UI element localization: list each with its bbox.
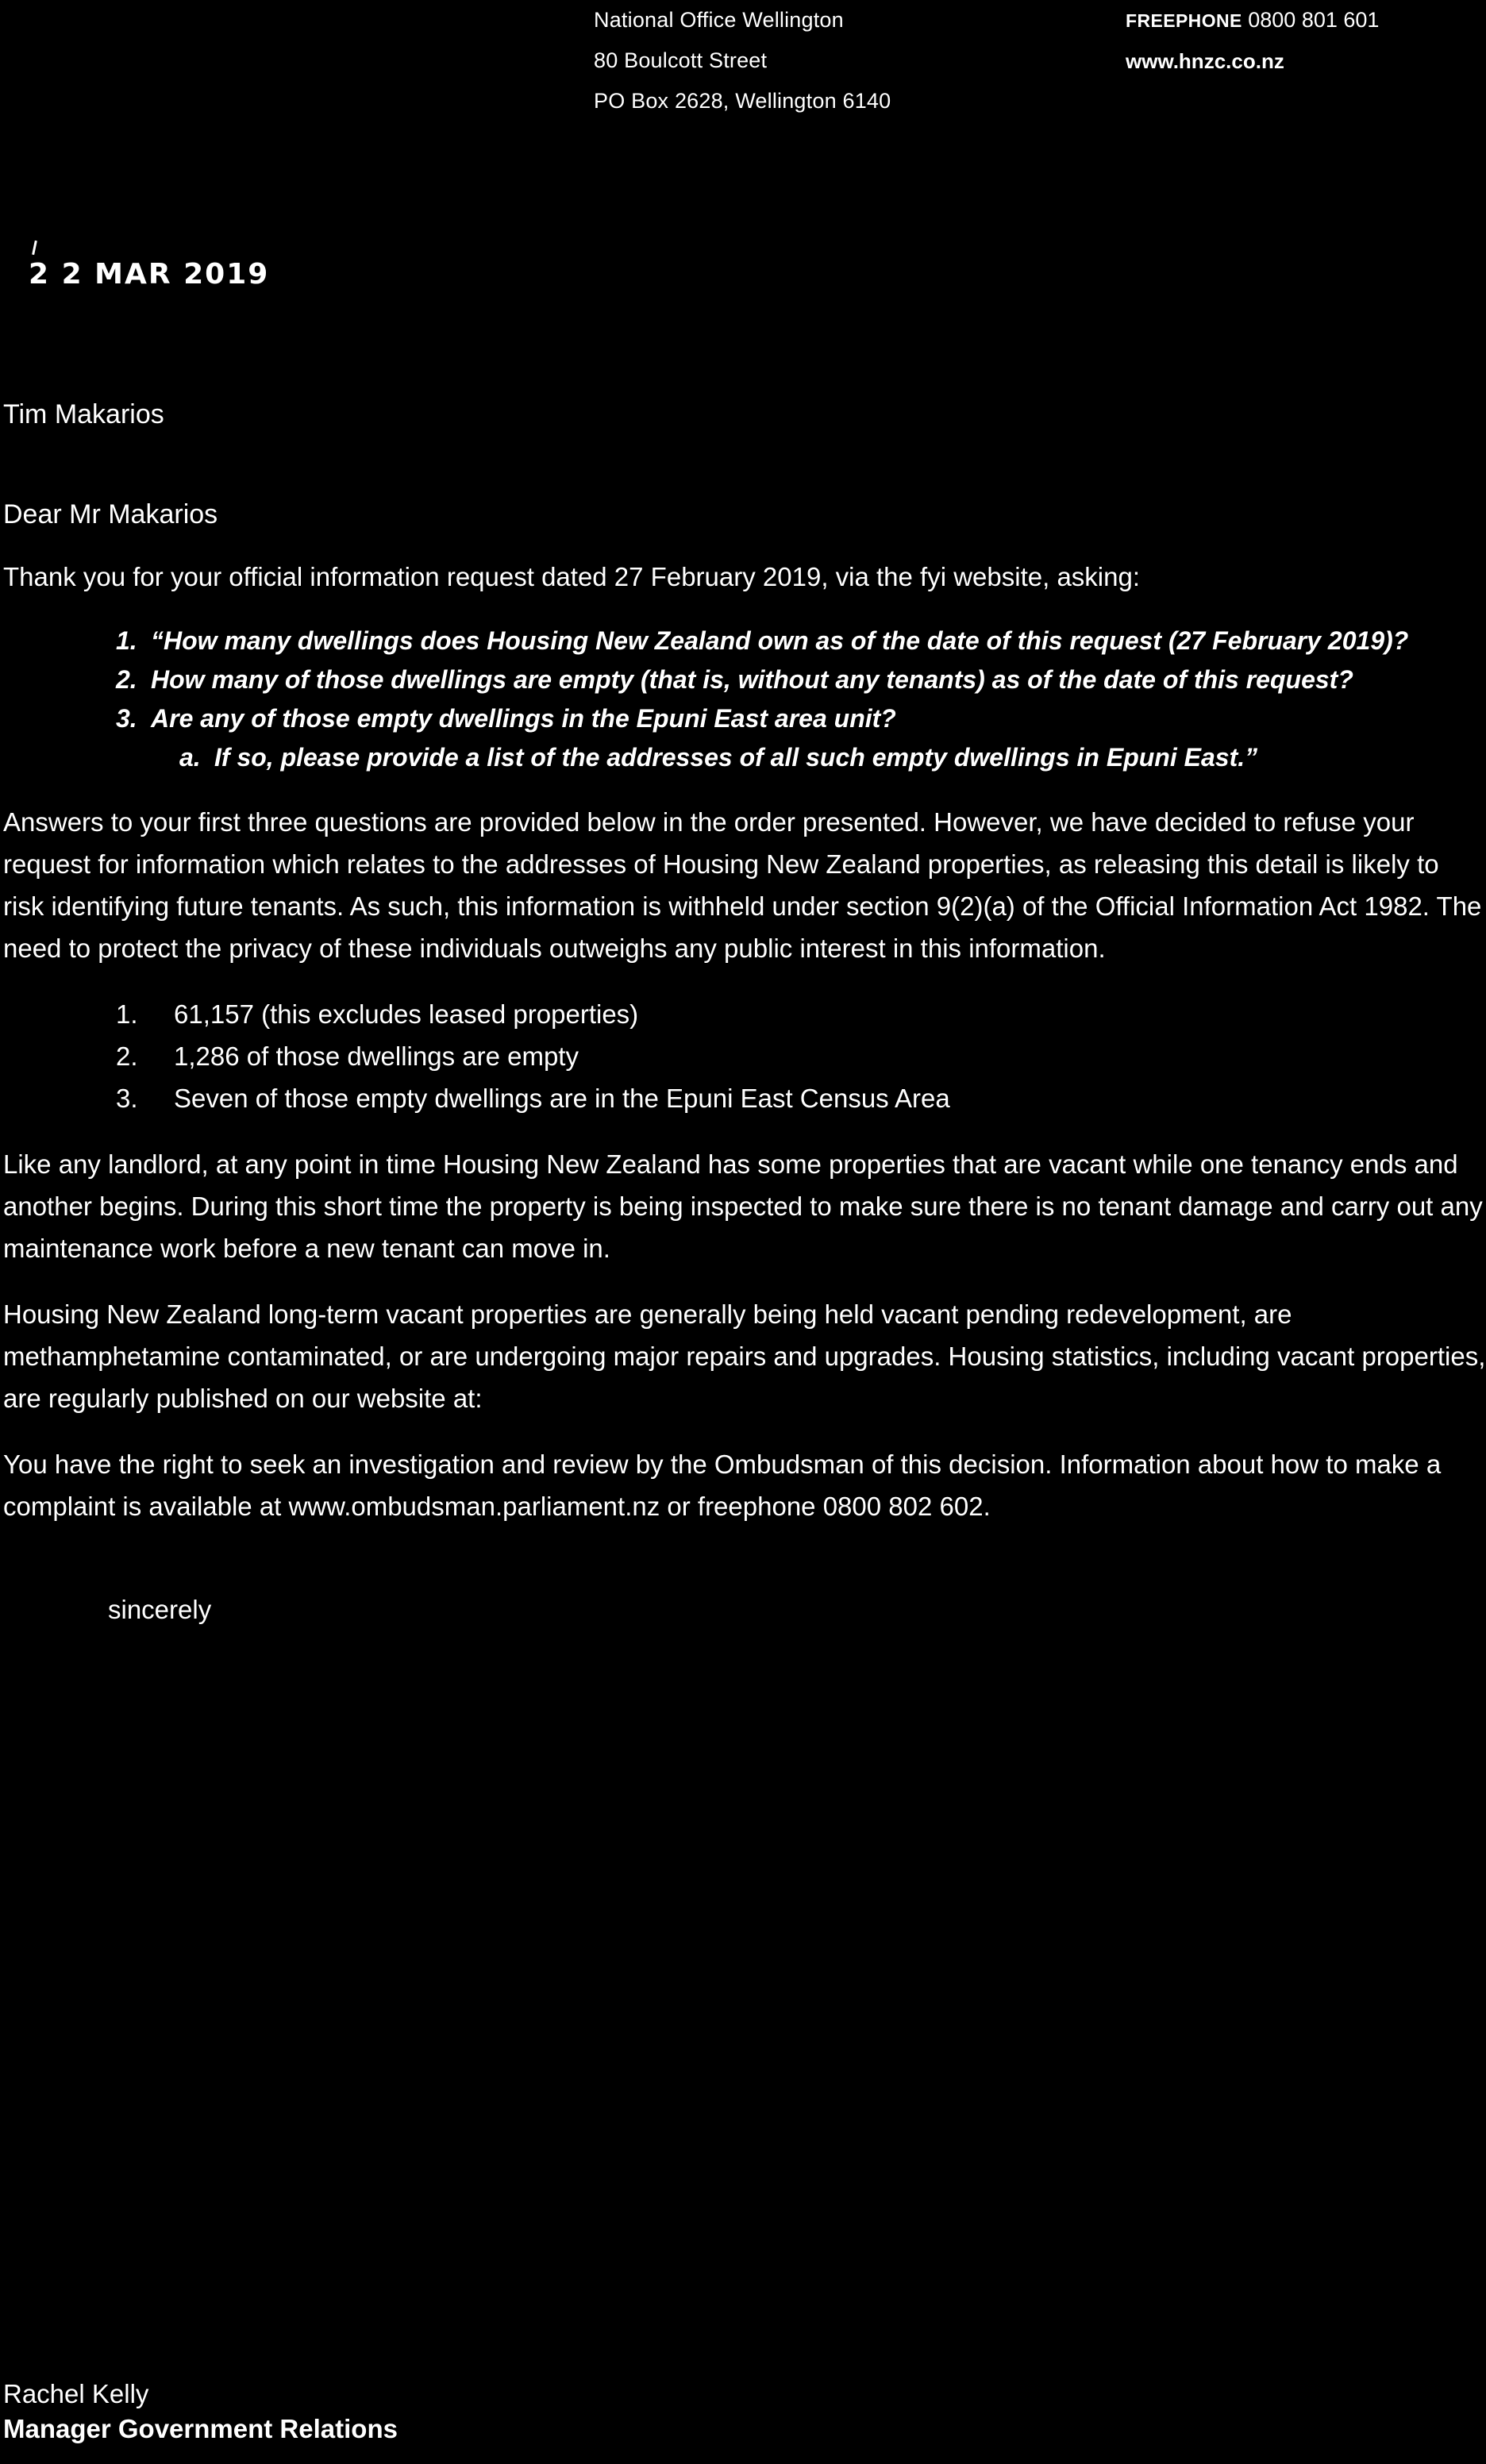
address-line-2: 80 Boulcott Street	[594, 48, 768, 72]
longterm-vacancy-paragraph: Housing New Zealand long-term vacant properties are generally being held vacant pending redevelopment, are methamphetamine contaminated, or are undergoing major repairs and upgrades. Housing statistics, including vacant properties, are regularly published on our website at:	[3, 1299, 1486, 1413]
recipient-name: Tim Makarios	[3, 399, 164, 429]
list-item	[3, 993, 1486, 1035]
freephone-number: 0800 801 601	[1248, 8, 1380, 32]
signature-block	[3, 2377, 1035, 2447]
quoted-questions-list	[3, 622, 1486, 777]
list-marker: 1.	[116, 999, 138, 1029]
signatory-title: Manager Government Relations	[3, 2414, 398, 2443]
signoff: sincerely	[108, 1595, 212, 1624]
salutation: Dear Mr Makarios	[3, 499, 218, 529]
answers-list	[3, 993, 1486, 1119]
signatory-name: Rachel Kelly	[3, 2379, 149, 2408]
list-marker: a.	[179, 743, 201, 772]
list-text: 61,157 (this excludes leased properties)	[174, 999, 639, 1029]
list-text: Seven of those empty dwellings are in the Epuni East Census Area	[174, 1084, 950, 1113]
letterhead	[0, 0, 1486, 119]
address-line-3: PO Box 2628, Wellington 6140	[594, 89, 891, 113]
list-marker: 2.	[116, 665, 137, 694]
letterhead-contact	[1126, 0, 1379, 82]
freephone-line	[1126, 0, 1379, 41]
date-stamp	[29, 258, 269, 291]
list-marker: 3.	[116, 704, 137, 733]
sub-list	[151, 738, 1486, 777]
date-stamp-text: 2 2 MAR 2019	[29, 258, 270, 291]
list-marker: 3.	[116, 1084, 138, 1113]
list-item	[3, 660, 1486, 699]
list-item	[3, 1035, 1486, 1077]
address-line-1: National Office Wellington	[594, 8, 844, 32]
list-text: 1,286 of those dwellings are empty	[174, 1041, 579, 1071]
letterhead-address	[594, 0, 891, 121]
ombudsman-paragraph: You have the right to seek an investigation and review by the Ombudsman of this decision. Information about how to make a complaint is available at www.ombudsman.parliament.nz or freephone 0800 802 602.	[3, 1450, 1442, 1521]
vacancy-paragraph: Like any landlord, at any point in time Housing New Zealand has some properties that are vacant while one tenancy ends and another begins. During this short time the property is being inspected to make sure there is no tenant damage and carry out any maintenance work before a new tenant can move in.	[3, 1149, 1483, 1263]
list-item	[3, 622, 1486, 660]
list-item	[3, 699, 1486, 777]
list-item	[151, 738, 1486, 777]
refusal-paragraph: Answers to your first three questions are provided below in the order presented. However, we have decided to refuse your request for information which relates to the addresses of Housing New Zealand properties, as releasing this detail is likely to risk identifying future tenants. As such, this information is withheld under section 9(2)(a) of the Official Information Act 1982. The need to protect the privacy of these individuals outweighs any public interest in this information.	[3, 807, 1482, 963]
list-text: If so, please provide a list of the addresses of all such empty dwellings in Epuni East.”	[214, 743, 1258, 772]
letter-body	[3, 397, 1486, 1627]
website-link[interactable]: www.hnzc.co.nz	[1126, 49, 1284, 73]
intro-paragraph: Thank you for your official information request dated 27 February 2019, via the fyi website, asking:	[3, 562, 1141, 591]
list-marker: 2.	[116, 1041, 138, 1071]
freephone-label: FREEPHONE	[1126, 10, 1242, 31]
list-text: “How many dwellings does Housing New Zealand own as of the date of this request (27 February 2019)?	[151, 626, 1409, 655]
list-marker: 1.	[116, 626, 137, 655]
list-item	[3, 1077, 1486, 1119]
list-text: Are any of those empty dwellings in the Epuni East area unit?	[151, 704, 896, 733]
pen-mark-icon	[32, 241, 37, 255]
list-text: How many of those dwellings are empty (that is, without any tenants) as of the date of this request?	[151, 665, 1353, 694]
